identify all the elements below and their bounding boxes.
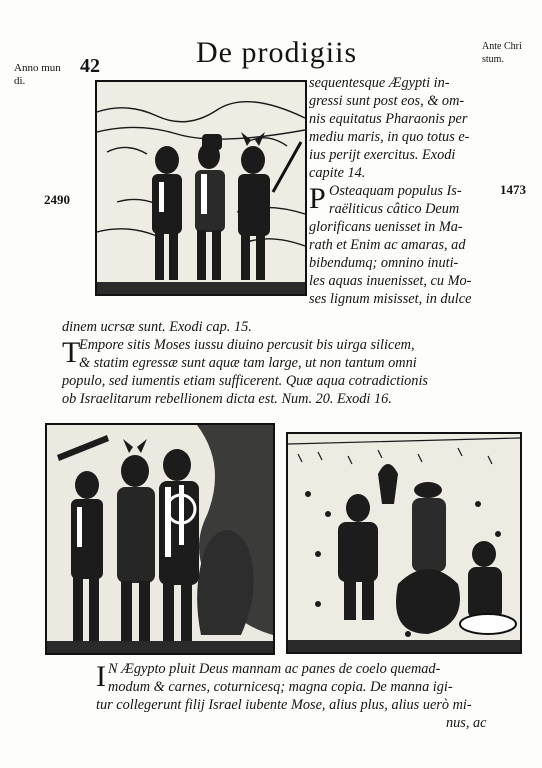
page-number: 42	[80, 55, 100, 77]
paragraph-manna-end: nus, ac	[446, 715, 487, 731]
dropcap-i: I	[96, 660, 106, 693]
dropcap-p: P	[309, 182, 326, 215]
paragraph-marah: P Osteaquam populus Is- raëliticus câtico Deum glorificans uenisset in Ma- rath et Enim ac amaras, ad bibendumq; omnino inuti- les aquas inuenisset, cu Mo- ses lignum misisset, in dulce	[309, 182, 472, 307]
red-sea-woodcut	[95, 80, 307, 296]
margin-year-left: 2490	[44, 192, 70, 207]
era-margin-label: Ante Chri stum.	[482, 41, 522, 65]
manna-woodcut	[286, 432, 522, 654]
paragraph-manna: I N Ægypto pluit Deus mannam ac panes de coelo quemad- modum & carnes, coturnicesq; magna copia. De manna igi- tur collegerunt filij Israel iubente Mose, alius plus, alius uerò mi-	[96, 660, 472, 713]
running-title: De prodigiis	[196, 36, 358, 69]
margin-year-right: 1473	[500, 182, 526, 197]
dropcap-t: T	[62, 336, 81, 369]
paragraph-red-sea: sequentesque Ægypti in- gressi sunt post eos, & om- nis equitatus Pharaonis per mediu maris, in quo totus e- ius perijt exercitus. Exodi capite 14.	[309, 75, 470, 181]
moses-rock-woodcut	[45, 423, 275, 655]
paragraph-marah-end: dinem ucrsæ sunt. Exodi cap. 15.	[62, 319, 252, 335]
paragraph-rock: T Empore sitis Moses iussu diuino percusit bis uirga silicem, & statim egressæ sunt aquæ tam large, ut non tantum omni populo, sed iumentis etiam sufficerent. Quæ aqua cotradictionis ob Israelitarum rebellionem dicta est. Num. 20. Exodi 16.	[62, 336, 428, 407]
year-margin-label: Anno mun di.	[14, 62, 61, 87]
